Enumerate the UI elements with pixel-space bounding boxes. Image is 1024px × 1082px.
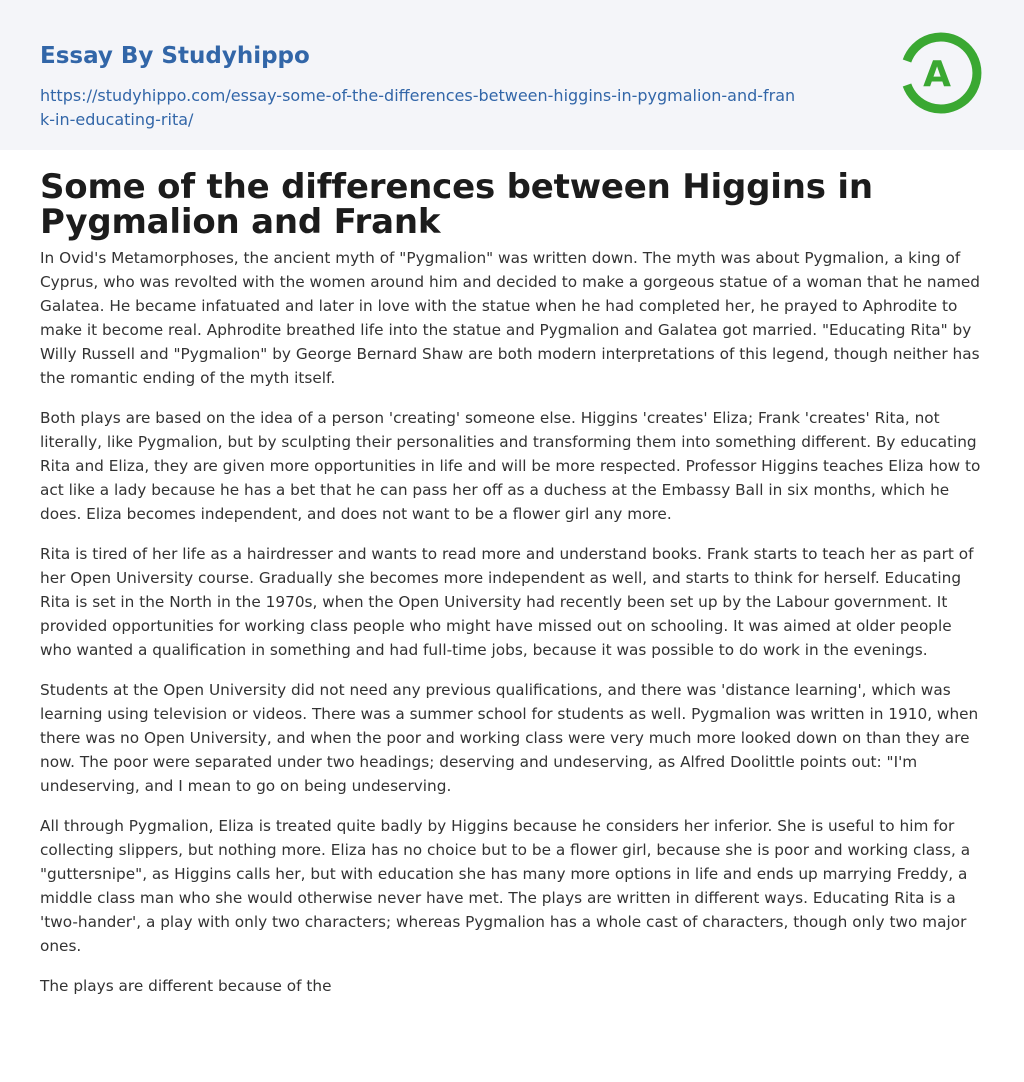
article	[0, 150, 1024, 998]
article-paragraph: All through Pygmalion, Eliza is treated quite badly by Higgins because he considers her inferior. She is useful to him for collecting slippers, but nothing more. Eliza has no choice but to be a flower girl, because she is poor and working class, a "guttersnipe", as Higgins calls her, but with education she has many more options in life and ends up marrying Freddy, a middle class man who she would otherwise never have met. The plays are written in different ways. Educating Rita is a 'two-hander', a play with only two characters; whereas Pygmalion has a whole cast of characters, though only two major ones.	[40, 817, 971, 955]
logo-letter: A	[923, 54, 951, 95]
article-paragraph: The plays are different because of the	[40, 977, 332, 995]
article-title: Some of the differences between Higgins in Pygmalion and Frank	[40, 167, 873, 242]
article-paragraph: In Ovid's Metamorphoses, the ancient myth of "Pygmalion" was written down. The myth was about Pygmalion, a king of Cyprus, who was revolted with the women around him and decided to make a gorgeous statue of a woman that he named Galatea. He became infatuated and later in love with the statue when he had completed her, he prayed to Aphrodite to make it become real. Aphrodite breathed life into the statue and Pygmalion and Galatea got married. "Educating Rita" by Willy Russell and "Pygmalion" by George Bernard Shaw are both modern interpretations of this legend, though neither has the romantic ending of the myth itself.	[40, 249, 981, 387]
site-brand[interactable]: Essay By Studyhippo	[40, 43, 310, 69]
article-paragraph: Rita is tired of her life as a hairdresser and wants to read more and understand books. Frank starts to teach her as part of her Open University course. Gradually she becomes more independent as well, and starts to think for herself. Educating Rita is set in the North in the 1970s, when the Open University had recently been set up by the Labour government. It provided opportunities for working class people who might have missed out on schooling. It was aimed at older people who wanted a qualification in something and had full-time jobs, because it was possible to do work in the evenings.	[40, 545, 974, 659]
article-paragraph: Students at the Open University did not need any previous qualifications, and there was 'distance learning', which was learning using television or videos. There was a summer school for students as well. Pygmalion was written in 1910, when there was no Open University, and when the poor and working class were very much more looked down on than they are now. The poor were separated under two headings; deserving and undeserving, as Alfred Doolittle points out: "I'm undeserving, and I mean to go on being undeserving.	[40, 681, 979, 795]
studyhippo-logo-icon[interactable]	[896, 28, 986, 118]
essay-url-link[interactable]: https://studyhippo.com/essay-some-of-the-differences-between-higgins-in-pygmalion-and-frank-in-educating-rita/	[40, 86, 796, 129]
site-header	[0, 0, 1024, 150]
article-paragraph: Both plays are based on the idea of a person 'creating' someone else. Higgins 'creates' Eliza; Frank 'creates' Rita, not literally, like Pygmalion, but by sculpting their personalities and transforming them into something different. By educating Rita and Eliza, they are given more opportunities in life and will be more respected. Professor Higgins teaches Eliza how to act like a lady because he has a bet that he can pass her off as a duchess at the Embassy Ball in six months, which he does. Eliza becomes independent, and does not want to be a flower girl any more.	[40, 409, 981, 523]
